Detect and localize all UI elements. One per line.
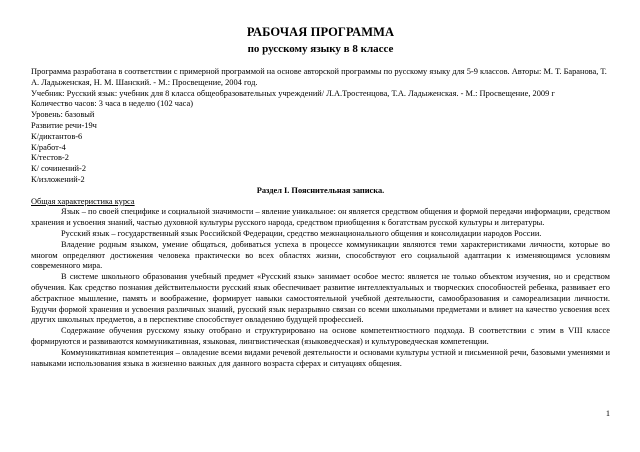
explanatory-note: [31, 197, 610, 370]
course-subheading: Общая характеристика курса: [31, 196, 135, 206]
tests-line: К/тестов-2: [31, 153, 69, 163]
page-number: 1: [605, 409, 610, 418]
level-line: Уровень: базовый: [31, 110, 95, 120]
document-title: РАБОЧАЯ ПРОГРАММА: [246, 25, 395, 39]
program-info: [31, 67, 610, 186]
section-heading: Раздел I. Пояснительная записка.: [256, 185, 385, 195]
paragraph: Коммуникативная компетенция – овладение всеми видами речевой деятельности и основами культуры устной и письменной речи, базовыми умениями и навыками использования языка в жизненно важных для данного возраста сферах и ситуациях общения.: [31, 347, 610, 368]
textbook-line: Учебник: Русский язык: учебник для 8 класса общеобразовательных учреждений/ Л.А.Тростенцова, Т.А. Ладыженская. - М.: Просвещение, 2009 г: [31, 88, 555, 98]
tests-works-line: К/работ-4: [31, 142, 66, 152]
essays-line: К/ сочинений-2: [31, 164, 87, 174]
title-block: [31, 0, 610, 57]
expositions-line: К/изложений-2: [31, 174, 85, 184]
paragraph: В системе школьного образования учебный предмет «Русский язык» занимает особое место: является не только объектом изучения, но и средством обучения. Как средство познания действительности русский язык обеспечивает развитие интеллектуальных и творческих способностей ребенка, развивает его абстрактное мышление, память и воображение, формирует навыки самостоятельной учебной деятельности, самообразования и самореализации личности. Будучи формой хранения и усвоения различных знаний, русский язык неразрывно связан со всеми школьными предметами и влияет на качество усвоения всех других школьных предметов, а в перспективе способствует овладению будущей профессией.: [31, 272, 610, 325]
document-subtitle: по русскому языку в 8 классе: [247, 43, 394, 55]
paragraph: Язык – по своей специфике и социальной значимости – явление уникальное: он является средством общения и формой передачи информации, средством хранения и усвоения знаний, частью духовной культуры русского народа, средством приобщения к богатствам русской культуры и литературы.: [31, 207, 610, 228]
speech-dev-line: Развитие речи-19ч: [31, 120, 97, 130]
program-source-line: Программа разработана в соответствии с примерной программой на основе авторской программы по русскому языку для 5-9 классов. Авторы: М. Т. Баранова, Т. А. Ладыженская, Н. М. Шанский. - М.: Просвещение, 2004 год.: [31, 67, 607, 87]
paragraph: Владение родным языком, умение общаться, добиваться успеха в процессе коммуникации являются теми характеристиками личности, которые во многом определяют достижения человека практически во всех областях жизни, способствуют его социальной адаптации к изменяющимся условиям современного мира.: [31, 239, 610, 271]
paragraph: Содержание обучения русскому языку отобрано и структурировано на основе компетентностного подхода. В соответствии с этим в VIII классе формируются и развиваются коммуникативная, языковая, лингвистическая (языковедческая) и культуроведческая компетенции.: [31, 326, 610, 346]
hours-line: Количество часов: 3 часа в неделю (102 часа): [31, 99, 193, 109]
dictations-line: К/диктантов-6: [31, 131, 83, 141]
paragraph: Русский язык – государственный язык Российской Федерации, средство межнационального общения и консолидации народов России.: [61, 228, 542, 238]
